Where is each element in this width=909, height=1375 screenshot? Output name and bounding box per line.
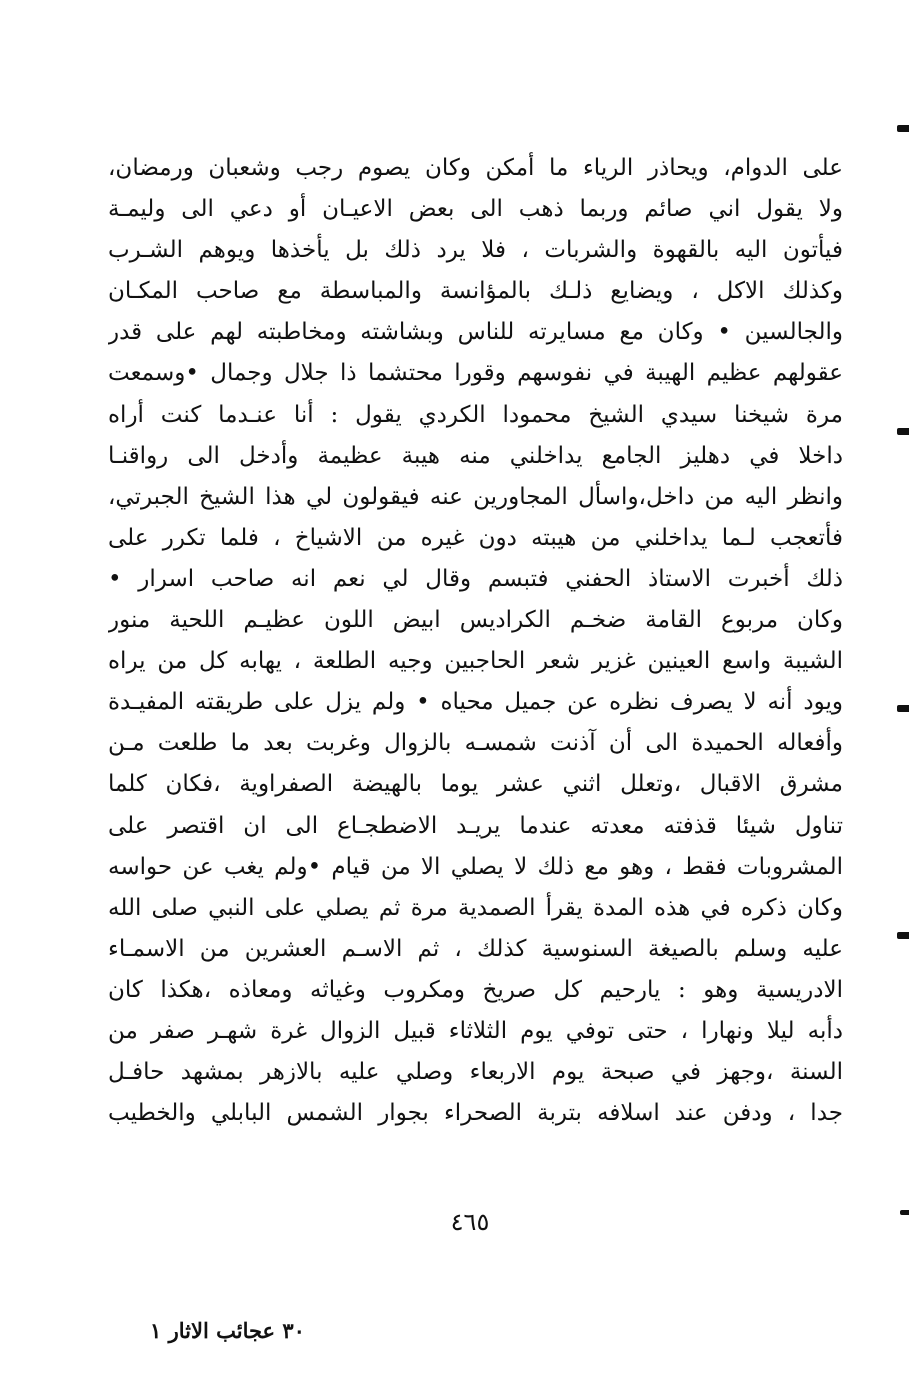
text-line: وكان ذكره في هذه المدة يقرأ الصمدية مرة ثم يصلي على النبي صلى الله: [108, 894, 843, 921]
text-line: مرة شيخنا سيدي الشيخ محمودا الكردي يقول : أنا عنـدما كنت أراه: [108, 401, 843, 428]
text-line: وأفعاله الحميدة الى أن آذنت شمسـه بالزوال وغربت بعد ما طلعت مـن: [108, 730, 843, 757]
text-line: الشيبة واسع العينين غزير شعر الحاجبين وجيه الطلعة ، يهابه كل من يراه: [108, 648, 843, 675]
text-line: فيأتون اليه بالقهوة والشربات ، فلا يرد ذلك بل يأخذها ويوهم الشـرب: [108, 237, 843, 264]
text-line: على الدوام، ويحاذر الرياء ما أمكن وكان يصوم رجب وشعبان ورمضان،: [108, 155, 843, 181]
page-number: ٤٦٥: [450, 1208, 490, 1236]
text-line: جدا ، ودفن عند اسلافه بتربة الصحراء بجوار الشمس البابلي والخطيب: [108, 1100, 843, 1127]
text-line: ذلك أخبرت الاستاذ الحفني فتبسم وقال لي نعم انه صاحب اسرار •: [108, 565, 843, 592]
edge-mark: [897, 428, 909, 435]
text-line: وكذلك الاكل ، ويضايع ذلـك بالمؤانسة والمباسطة مع صاحب المكـان: [108, 278, 843, 305]
edge-mark: [897, 705, 909, 712]
text-line: مشرق الاقبال ،وتعلل اثني عشر يوما بالهيضة الصفراوية ،فكان كلما: [108, 771, 843, 798]
text-line: وكان مربوع القامة ضخـم الكراديس ابيض اللون عظيـم اللحية منور: [108, 607, 843, 634]
text-line: عقولهم عظيم الهيبة في نفوسهم وقورا محتشما ذا جلال وجمال •وسمعت: [108, 360, 843, 387]
text-line: الادريسية وهو : يارحيم كل صريخ ومكروب وغياثه ومعاذه ،هكذا كان: [108, 976, 843, 1003]
text-line: داخلا في دهليز الجامع يداخلني منه هيبة عظيمة وأدخل الى رواقنـا: [108, 442, 843, 469]
text-line: تناول شيئا قذفته معدته عندما يريـد الاضطجـاع الى ان اقتصر على: [108, 812, 843, 839]
body-text: [108, 148, 843, 1134]
text-line: عليه وسلم بالصيغة السنوسية كذلك ، ثم الاسـم العشرين من الاسمـاء: [108, 935, 843, 962]
text-line: ويود أنه لا يصرف نظره عن جميل محياه • ولم يزل على طريقته المفيـدة: [108, 689, 843, 716]
edge-mark: [897, 125, 909, 132]
text-line: دأبه ليلا ونهارا ، حتى توفي يوم الثلاثاء قبيل الزوال غرة شهـر صفر من: [108, 1017, 843, 1044]
text-line: ولا يقول اني صائم وربما ذهب الى بعض الاعيـان أو دعي الى وليمـة: [108, 196, 843, 223]
text-line: السنة ،وجهز في صبحة يوم الاربعاء وصلي عليه بالازهر بمشهد حافـل: [108, 1059, 843, 1086]
text-line: وانظر اليه من داخل،واسأل المجاورين عنه فيقولون لي هذا الشيخ الجبرتي،: [108, 483, 843, 510]
text-line: فأتعجب لـما يداخلني من هيبته دون غيره من الاشياخ ، فلما تكرر على: [108, 524, 843, 551]
text-line: المشروبات فقط ، وهو مع ذلك لا يصلي الا من قيام •ولم يغب عن حواسه: [108, 853, 843, 880]
text-line: والجالسين • وكان مع مسايرته للناس وبشاشته ومخاطبته لهم على قدر: [108, 319, 843, 346]
printer-signature: ٣٠ عجائب الاثار ١: [150, 1318, 305, 1343]
edge-mark: [897, 932, 909, 939]
edge-mark: [900, 1210, 909, 1215]
